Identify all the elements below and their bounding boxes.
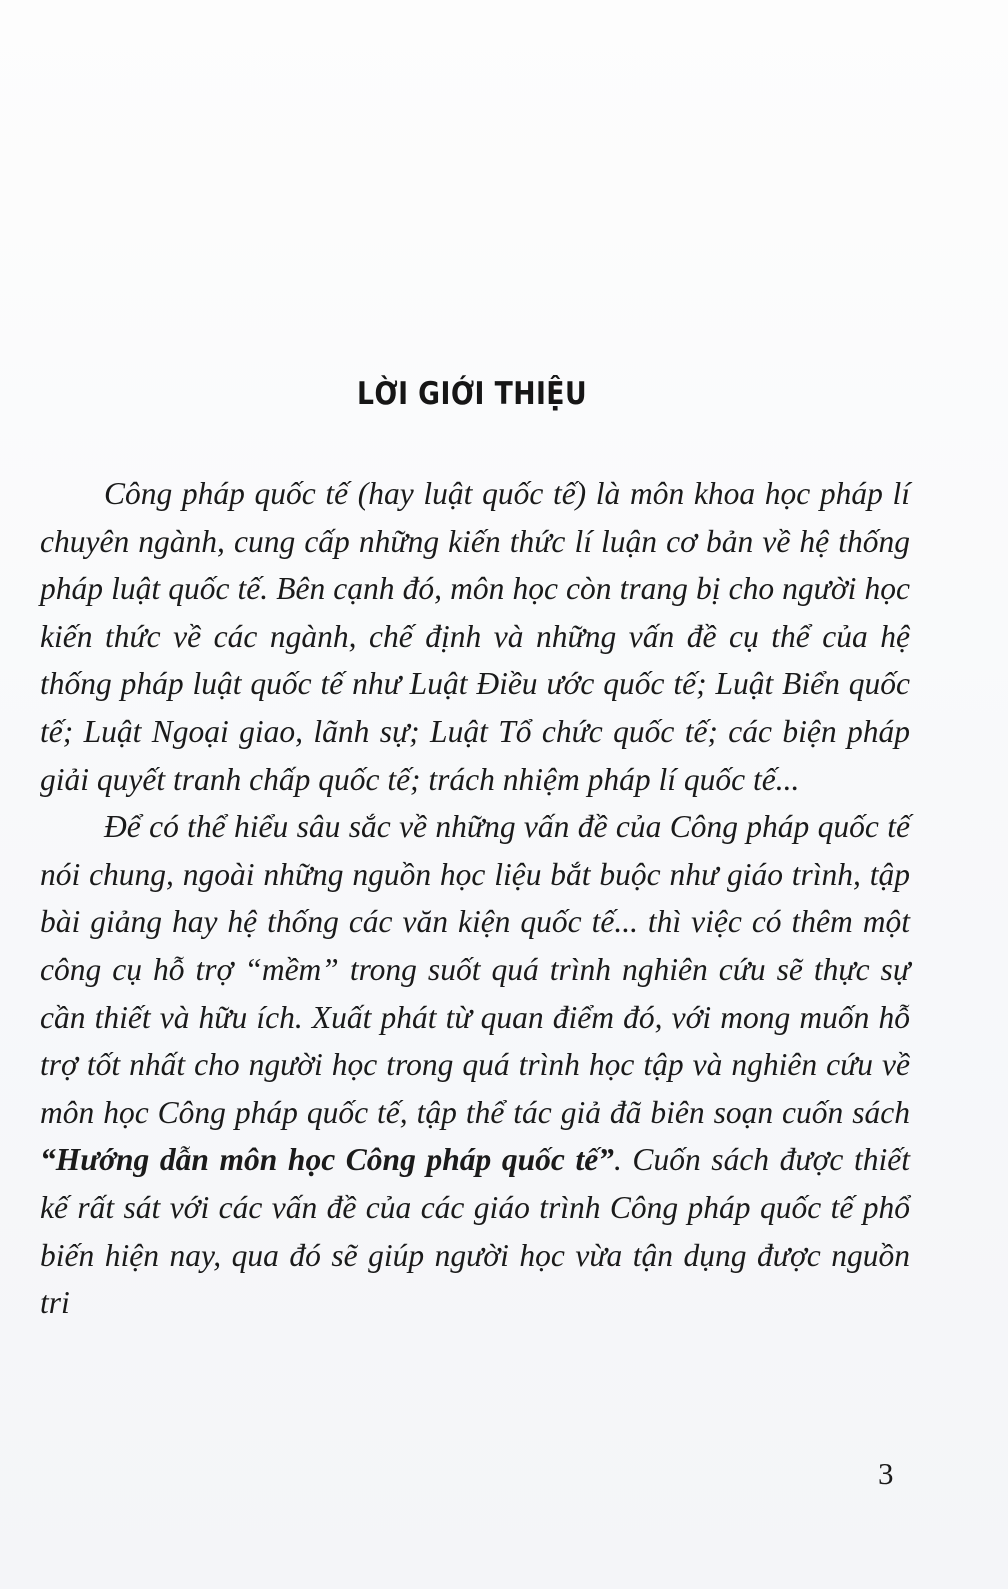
page-title: LỜI GIỚI THIỆU bbox=[356, 376, 588, 412]
book-title-bold: “Hướng dẫn môn học Công pháp quốc tế” bbox=[40, 1142, 614, 1178]
page-number: 3 bbox=[878, 1456, 894, 1491]
paragraph-2-text-start: Để có thể hiểu sâu sắc về những vấn đề của Công pháp quốc tế nói chung, ngoài những nguồn học liệu bắt buộc như giáo trình, tập bài giảng hay hệ thống các văn kiện quốc tế... thì việc có thêm một công cụ hỗ trợ “mềm” trong suốt quá trình nghiên cứu sẽ thực sự cần thiết và hữu ích. Xuất phát từ quan điểm đó, với mong muốn hỗ trợ tốt nhất cho người học trong quá trình học tập và nghiên cứu về môn học Công pháp quốc tế, tập thể tác giả đã biên soạn cuốn sách bbox=[40, 809, 910, 1130]
paragraph-2 bbox=[40, 803, 910, 1327]
paragraph-1: Công pháp quốc tế (hay luật quốc tế) là môn khoa học pháp lí chuyên ngành, cung cấp những kiến thức lí luận cơ bản về hệ thống pháp luật quốc tế. Bên cạnh đó, môn học còn trang bị cho người học kiến thức về các ngành, chế định và những vấn đề cụ thể của hệ thống pháp luật quốc tế như Luật Điều ước quốc tế; Luật Biển quốc tế; Luật Ngoại giao, lãnh sự; Luật Tổ chức quốc tế; các biện pháp giải quyết tranh chấp quốc tế; trách nhiệm pháp lí quốc tế... bbox=[40, 476, 910, 797]
paragraph-2-text-end: . Cuốn sách được thiết kế rất sát với các vấn đề của các giáo trình Công pháp quốc tế phổ biến hiện nay, qua đó sẽ giúp người học vừa tận dụng được nguồn tri bbox=[40, 1142, 910, 1321]
body-text bbox=[40, 470, 910, 1327]
